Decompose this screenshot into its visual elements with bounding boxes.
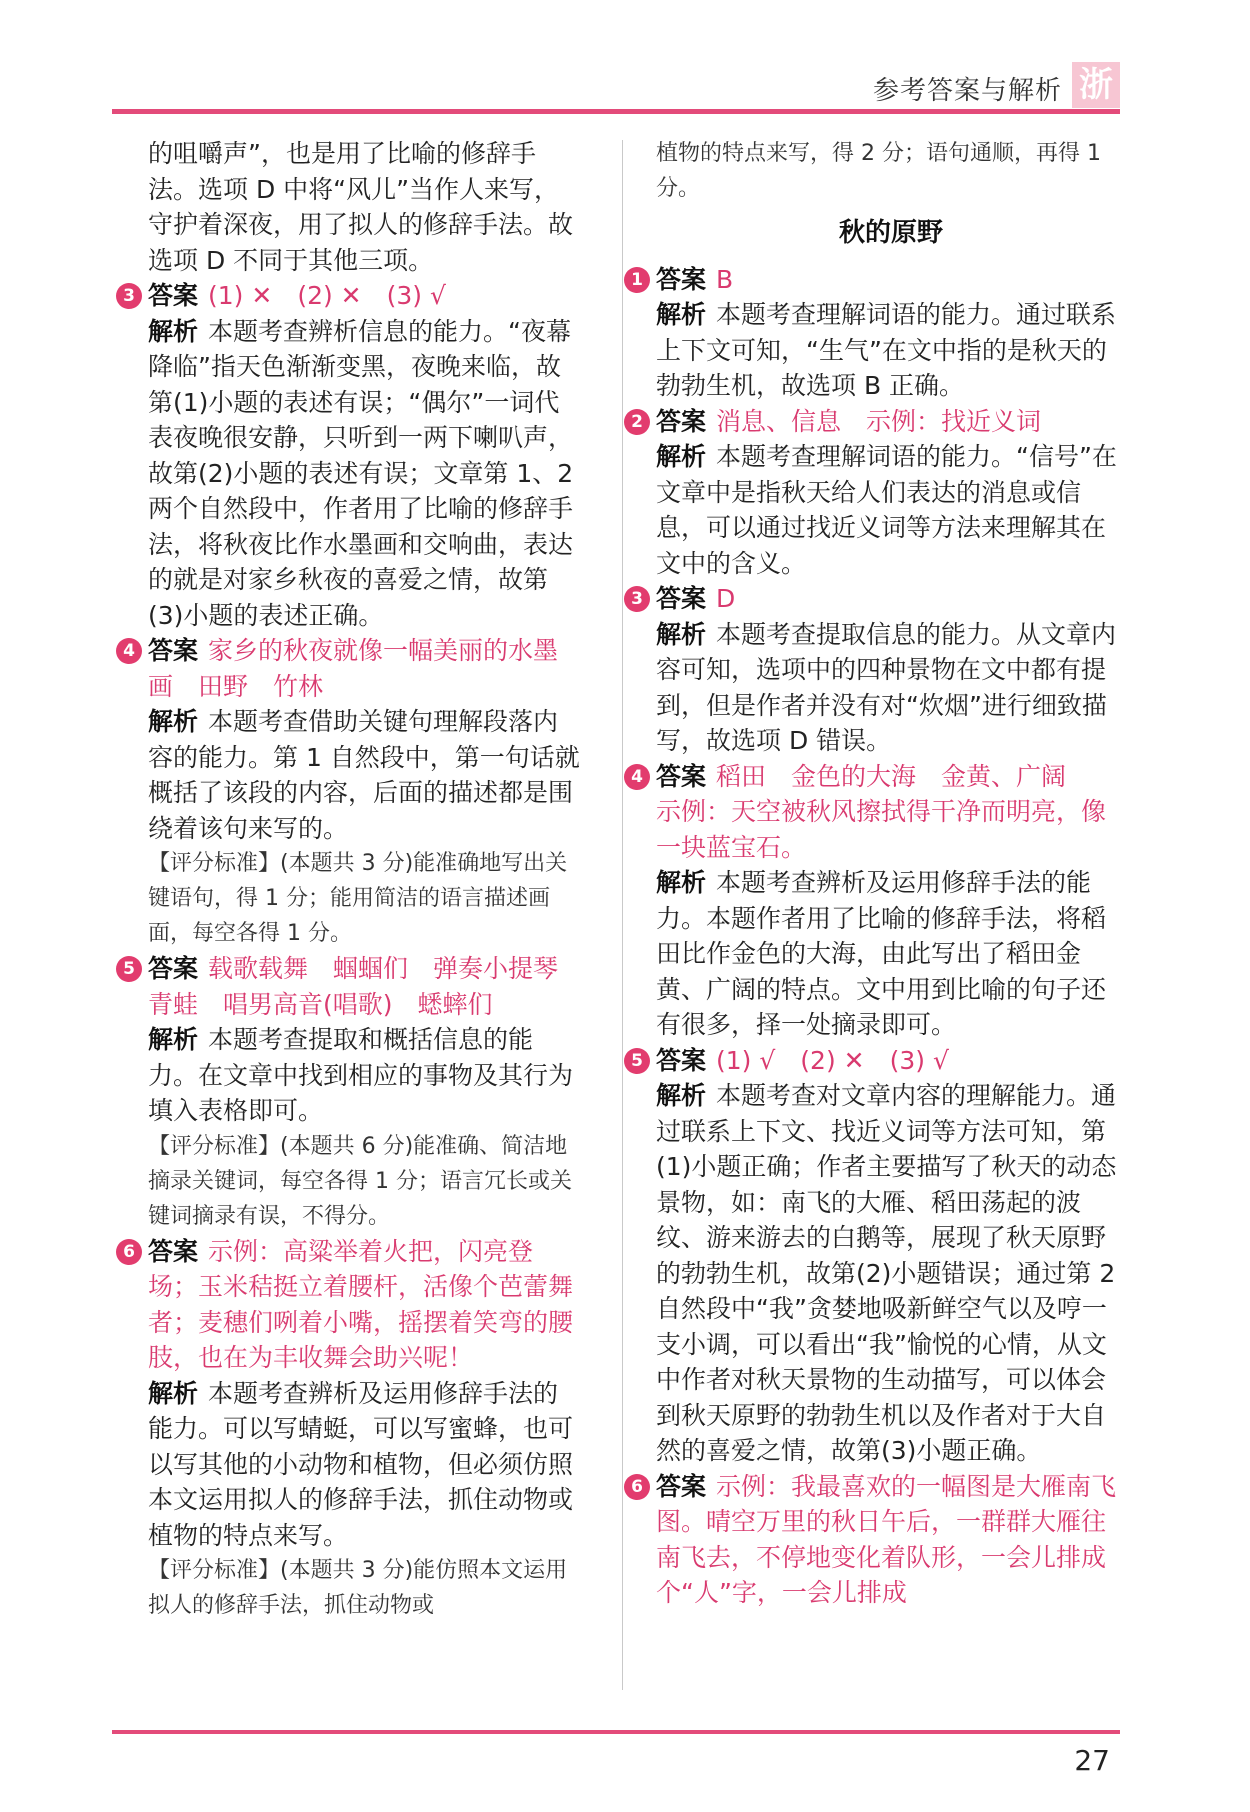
question-number-badge: 4 bbox=[116, 638, 142, 664]
question-number-badge: 1 bbox=[624, 267, 650, 293]
continued-text: 的咀嚼声”，也是用了比喻的修辞手法。选项 D 中将“风儿”当作人来写，守护着深夜，用了拟人的修辞手法。故选项 D 不同于其他三项。 bbox=[148, 139, 574, 275]
question-2 bbox=[631, 404, 1126, 582]
header-rule bbox=[112, 109, 1120, 114]
province-badge: 浙 bbox=[1072, 62, 1120, 108]
answer-text: 消息、信息 示例：找近义词 bbox=[716, 406, 1042, 436]
answer-label: 答案 bbox=[148, 1236, 199, 1266]
answer-label: 答案 bbox=[148, 954, 199, 983]
question-5 bbox=[631, 1043, 1126, 1469]
answer-text: 示例：我最喜欢的一幅图是大雁南飞图。晴空万里的秋日午后，一群群大雁往南飞去，不停地变化着队形，一会儿排成个“人”字，一会儿排成 bbox=[656, 1471, 1117, 1607]
analysis-label: 解析 bbox=[656, 868, 707, 897]
scoring-rubric: 【评分标准】(本题共 3 分)能仿照本文运用拟人的修辞手法，抓住动物或 bbox=[148, 1558, 568, 1618]
question-number-badge: 6 bbox=[116, 1239, 142, 1265]
analysis-text: 本题考查对文章内容的理解能力。通过联系上下文、找近义词等方法可知，第(1)小题正确；作者主要描写了秋天的动态景物，如：南飞的大雁、稻田荡起的波纹、游来游去的白鹅等，展现了秋天原野的勃勃生机，故第(2)小题错误；通过第 2 自然段中“我”贪婪地吸新鲜空气以及哼一支小调，可以看出“我”愉悦的心情，从文中作者对秋天景物的生动描写，可以体会到秋天原野的勃勃生机以及作者对于大自然的喜爱之情，故第(3)小题正确。 bbox=[656, 1081, 1117, 1465]
analysis-text: 本题考查理解词语的能力。“信号”在文章中是指秋天给人们表达的消息或信息，可以通过找近义词等方法来理解其在文中的含义。 bbox=[656, 442, 1117, 578]
answer-label: 答案 bbox=[148, 281, 199, 310]
question-number-badge: 3 bbox=[116, 283, 142, 309]
answer-text: 稻田 金色的大海 金黄、广阔 bbox=[716, 761, 1067, 791]
question-4 bbox=[123, 633, 580, 951]
answer-label: 答案 bbox=[656, 761, 707, 791]
question-4 bbox=[631, 759, 1126, 1043]
answer-text: D bbox=[716, 584, 736, 613]
scoring-rubric: 【评分标准】(本题共 6 分)能准确、简洁地摘录关键词，每空各得 1 分；语言冗长或关键词摘录有误，不得分。 bbox=[148, 1133, 572, 1229]
analysis-text: 本题考查辨析信息的能力。“夜幕降临”指天色渐渐变黑，夜晚来临，故第(1)小题的表述有误；“偶尔”一词代表夜晚很安静，只听到一两下喇叭声，故第(2)小题的表述有误；文章第 1、2 两个自然段中，作者用了比喻的修辞手法，将秋夜比作水墨画和交响曲，表达的就是对家乡秋夜的喜爱之情，故第(3)小题的表述正确。 bbox=[148, 316, 574, 630]
analysis-label: 解析 bbox=[656, 442, 707, 471]
page-number: 27 bbox=[1074, 1744, 1110, 1777]
analysis-text: 本题考查借助关键句理解段落内容的能力。第 1 自然段中，第一句话就概括了该段的内容，后面的描述都是围绕着该句来写的。 bbox=[148, 707, 580, 843]
question-number-badge: 2 bbox=[624, 409, 650, 435]
answer-text: 示例：高粱举着火把，闪亮登场；玉米秸挺立着腰杆，活像个芭蕾舞者；麦穗们咧着小嘴，摇摆着笑弯的腰肢，也在为丰收舞会助兴呢！ bbox=[148, 1236, 574, 1372]
analysis-text: 本题考查理解词语的能力。通过联系上下文可知，“生气”在文中指的是秋天的勃勃生机，故选项 B 正确。 bbox=[656, 300, 1117, 400]
left-column bbox=[123, 136, 584, 1623]
answer-text: (1) √ (2) ✕ (3) √ bbox=[716, 1045, 949, 1075]
analysis-label: 解析 bbox=[148, 1025, 199, 1054]
analysis-label: 解析 bbox=[656, 619, 707, 649]
answer-label: 答案 bbox=[656, 406, 707, 436]
answer-label: 答案 bbox=[656, 584, 707, 613]
footer-rule bbox=[112, 1730, 1120, 1734]
right-column bbox=[631, 136, 1126, 1611]
question-number-badge: 4 bbox=[624, 764, 650, 790]
question-number-badge: 5 bbox=[624, 1048, 650, 1074]
analysis-text: 本题考查辨析及运用修辞手法的能力。可以写蜻蜓，可以写蜜蜂，也可以写其他的小动物和植物，但必须仿照本文运用拟人的修辞手法，抓住动物或植物的特点来写。 bbox=[148, 1378, 574, 1550]
answer-text: B bbox=[716, 264, 734, 294]
question-6 bbox=[631, 1469, 1126, 1611]
continued-text: 植物的特点来写，得 2 分；语句通顺，再得 1 分。 bbox=[656, 141, 1101, 201]
analysis-label: 解析 bbox=[148, 316, 199, 346]
analysis-text: 本题考查辨析及运用修辞手法的能力。本题作者用了比喻的修辞手法，将稻田比作金色的大海，由此写出了稻田金黄、广阔的特点。文中用到比喻的句子还有很多，择一处摘录即可。 bbox=[656, 868, 1107, 1039]
analysis-label: 解析 bbox=[148, 1378, 199, 1408]
question-number-badge: 6 bbox=[624, 1474, 650, 1500]
analysis-text: 本题考查提取和概括信息的能力。在文章中找到相应的事物及其行为填入表格即可。 bbox=[148, 1025, 574, 1125]
answer-label: 答案 bbox=[656, 1045, 707, 1075]
section-title: 秋的原野 bbox=[838, 218, 943, 248]
question-3 bbox=[631, 581, 1126, 759]
question-3 bbox=[123, 278, 580, 633]
answer-label: 答案 bbox=[148, 636, 199, 665]
answer-text: (1) ✕ (2) ✕ (3) √ bbox=[208, 281, 446, 310]
answer-text: 载歌载舞 蝈蝈们 弹奏小提琴 青蛙 唱男高音(唱歌) 蟋蟀们 bbox=[148, 954, 584, 1019]
answer-text: 家乡的秋夜就像一幅美丽的水墨画 田野 竹林 bbox=[148, 636, 559, 701]
scoring-rubric: 【评分标准】(本题共 3 分)能准确地写出关键语句，得 1 分；能用简洁的语言描述画面，每空各得 1 分。 bbox=[148, 851, 568, 946]
analysis-label: 解析 bbox=[656, 300, 707, 329]
answer-label: 答案 bbox=[656, 1471, 707, 1501]
header-title: 参考答案与解析 bbox=[872, 76, 1062, 106]
analysis-label: 解析 bbox=[148, 707, 199, 736]
column-divider bbox=[622, 140, 623, 1690]
question-1 bbox=[631, 262, 1126, 404]
page-header bbox=[112, 62, 1120, 114]
question-6 bbox=[123, 1234, 580, 1624]
analysis-text: 本题考查提取信息的能力。从文章内容可知，选项中的四种景物在文中都有提到，但是作者并没有对“炊烟”进行细致描写，故选项 D 错误。 bbox=[656, 619, 1117, 755]
analysis-label: 解析 bbox=[656, 1081, 707, 1110]
question-number-badge: 3 bbox=[624, 586, 650, 612]
question-number-badge: 5 bbox=[116, 956, 142, 982]
answer-example: 示例：天空被秋风擦拭得干净而明亮，像一块蓝宝石。 bbox=[656, 797, 1107, 862]
question-5 bbox=[123, 951, 584, 1234]
answer-label: 答案 bbox=[656, 264, 707, 294]
